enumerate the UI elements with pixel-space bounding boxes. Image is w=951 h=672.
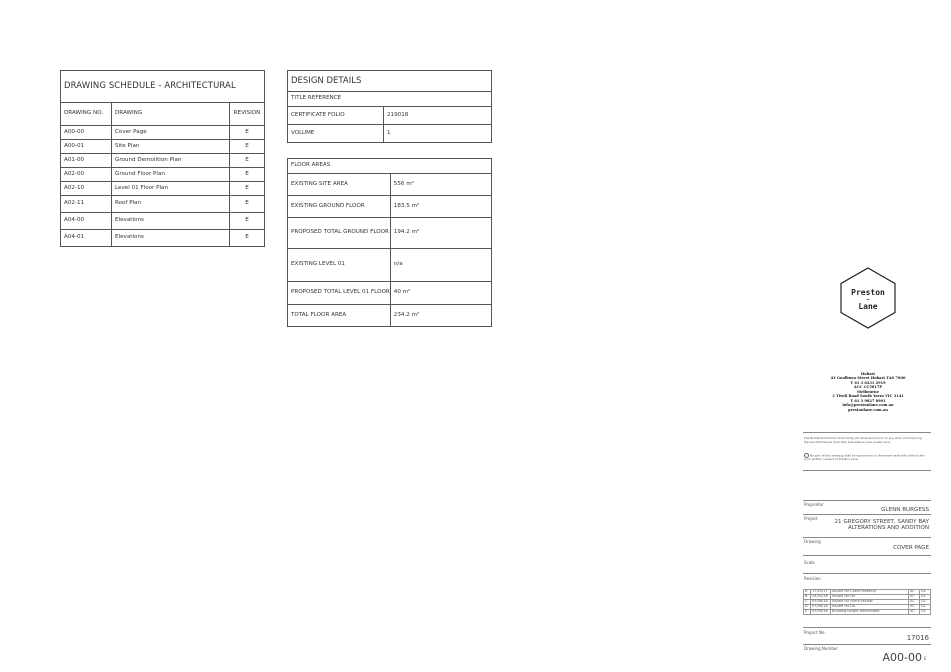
rev-checked: GL xyxy=(920,590,931,595)
drawing-number-label: Drawing Number xyxy=(804,646,838,651)
rev-date: 05/06/18 xyxy=(811,600,831,605)
area-number: n/a xyxy=(393,261,403,268)
rev-by: SC xyxy=(909,595,920,600)
contact-line: ACC CC5817P xyxy=(853,385,883,390)
drawing-revision: E xyxy=(230,154,265,168)
divider xyxy=(803,470,931,471)
rev-letter: A xyxy=(804,590,811,595)
area-value xyxy=(390,174,491,196)
contact-line: 3 Tivoli Road South Yarra VIC 3141 xyxy=(832,394,904,399)
drawing-name: Elevations xyxy=(112,213,230,230)
divider xyxy=(803,537,931,538)
drawing-revision: E xyxy=(230,230,265,247)
contact-line: info@prestonlane.com.au xyxy=(842,403,894,408)
logo-line-2: — xyxy=(866,296,870,303)
rev-description: Issued for client review xyxy=(831,600,909,605)
rev-letter: B xyxy=(804,595,811,600)
area-value xyxy=(390,282,491,305)
divider xyxy=(803,514,931,515)
rev-description: Building height ammended xyxy=(831,610,909,615)
drawing-revision: E xyxy=(230,126,265,140)
area-label: EXISTING GROUND FLOOR xyxy=(288,196,391,218)
project-label: Project xyxy=(804,516,818,521)
area-number: 556 xyxy=(393,180,405,187)
rev-by: SC xyxy=(909,600,920,605)
rev-date: 03/09/18 xyxy=(811,610,831,615)
area-unit: m² xyxy=(406,180,414,187)
area-value xyxy=(390,218,491,249)
drawing-value: COVER PAGE xyxy=(893,545,929,551)
table-row xyxy=(61,213,265,230)
drawing-revision: E xyxy=(230,213,265,230)
proprietor-value: GLENN BURGESS xyxy=(881,507,929,513)
rev-letter: E xyxy=(804,610,811,615)
drawing-name: Level 01 Floor Plan xyxy=(112,182,230,196)
table-row xyxy=(288,218,492,249)
drawing-no: A00-01 xyxy=(61,140,112,154)
copyright-text: No part of this drawing shall be reproduced or otherwise dealt with without the prior written consent of Preston Lane. xyxy=(804,453,925,462)
area-value xyxy=(390,249,491,282)
table-row xyxy=(288,107,492,125)
area-number: 234.2 xyxy=(393,311,410,318)
scale-label: Scale xyxy=(804,560,815,565)
divider xyxy=(803,555,931,556)
header-revision: REVISION xyxy=(230,103,265,126)
drawing-name: Cover Page xyxy=(112,126,230,140)
table-row xyxy=(61,230,265,247)
rev-checked: GL xyxy=(920,610,931,615)
area-label: TOTAL FLOOR AREA xyxy=(288,305,391,327)
detail-label: VOLUME xyxy=(288,125,384,143)
contact-line: Hobart xyxy=(860,372,876,376)
area-number: 183.5 xyxy=(393,202,410,209)
table-row xyxy=(288,125,492,143)
drawing-label: Drawing xyxy=(804,539,821,544)
copyright-note xyxy=(804,453,931,462)
divider xyxy=(803,500,931,501)
revision-label: Revision xyxy=(804,576,821,581)
rev-description: Issued for DA xyxy=(831,595,909,600)
table-row xyxy=(288,196,492,218)
drawing-number-value: A00-00 xyxy=(882,651,922,664)
detail-value: 219018 xyxy=(384,107,492,125)
table-row xyxy=(804,610,931,615)
logo-text xyxy=(837,289,899,312)
drawing-revision: E xyxy=(230,168,265,182)
rev-checked: GL xyxy=(920,605,931,610)
drawing-name: Elevations xyxy=(112,230,230,247)
table-row xyxy=(61,168,265,182)
rev-date: 07/06/18 xyxy=(811,605,831,610)
drawing-no: A01-00 xyxy=(61,154,112,168)
proprietor-label: Proprietor xyxy=(804,502,824,507)
detail-value: 1 xyxy=(384,125,492,143)
disclaimer-note: The Builder/Contractor shall verify job dimensions prior to any work commencing. Figured dimensions shall take precedence over scaled work. xyxy=(804,436,923,444)
project-no-label: Project No. xyxy=(804,630,826,635)
table-row xyxy=(61,154,265,168)
divider xyxy=(803,432,931,433)
area-unit: m² xyxy=(411,311,420,318)
drawing-no: A02-11 xyxy=(61,196,112,213)
area-label: EXISTING LEVEL 01 xyxy=(288,249,391,282)
area-value xyxy=(390,196,491,218)
drawing-number-revision: E xyxy=(924,656,927,661)
rev-by: SC xyxy=(909,610,920,615)
drawing-no: A02-00 xyxy=(61,168,112,182)
rev-by: SC xyxy=(909,605,920,610)
project-no-value: 17016 xyxy=(906,634,929,642)
drawing-revision: E xyxy=(230,196,265,213)
table-row xyxy=(288,249,492,282)
detail-label: CERTIFICATE FOLIO xyxy=(288,107,384,125)
rev-description: Issued for Client Meeting xyxy=(831,590,909,595)
table-row xyxy=(288,282,492,305)
project-address: 21 GREGORY STREET, SANDY BAY xyxy=(834,519,929,525)
contact-line: T 61 3 9827 8901 xyxy=(850,398,886,403)
rev-date: 24/02/18 xyxy=(811,595,831,600)
contact-line: Melbourne xyxy=(857,389,879,394)
header-drawing: DRAWING xyxy=(112,103,230,126)
table-row xyxy=(288,305,492,327)
rev-checked: GL xyxy=(920,595,931,600)
area-unit: m² xyxy=(411,202,420,209)
drawing-name: Ground Demolition Plan xyxy=(112,154,230,168)
area-unit: m² xyxy=(411,229,420,236)
area-label: PROPOSED TOTAL GROUND FLOOR xyxy=(288,218,391,249)
rev-by: SC xyxy=(909,590,920,595)
area-label: PROPOSED TOTAL LEVEL 01 FLOOR xyxy=(288,282,391,305)
contact-line: 43 Goulburn Street Hobart TAS 7000 xyxy=(830,376,906,381)
title-reference-heading: TITLE REFERENCE xyxy=(288,92,492,107)
table-row xyxy=(61,182,265,196)
area-number: 40 xyxy=(393,289,401,296)
design-details-title: DESIGN DETAILS xyxy=(288,71,492,92)
divider xyxy=(803,644,931,645)
divider xyxy=(803,627,931,628)
contact-line: T 61 3 6231 2919 xyxy=(850,380,886,385)
drawing-no: A04-00 xyxy=(61,213,112,230)
table-row xyxy=(288,174,492,196)
rev-description: Issued for DA xyxy=(831,605,909,610)
area-label: EXISTING SITE AREA xyxy=(288,174,391,196)
area-value xyxy=(390,305,491,327)
project-value xyxy=(834,519,929,532)
drawing-revision: E xyxy=(230,182,265,196)
project-description: ALTERATIONS AND ADDITION xyxy=(848,525,929,532)
rev-letter: D xyxy=(804,605,811,610)
logo-line-1: Preston xyxy=(851,288,885,297)
divider xyxy=(803,573,931,574)
drawing-no: A04-01 xyxy=(61,230,112,247)
rev-date: 17/10/17 xyxy=(811,590,831,595)
drawing-revision: E xyxy=(230,140,265,154)
logo-line-3: Lane xyxy=(858,301,878,311)
table-row xyxy=(61,140,265,154)
revision-table xyxy=(803,589,931,615)
header-drawing-no: DRAWING NO. xyxy=(61,103,112,126)
drawing-schedule-table xyxy=(60,70,265,247)
drawing-name: Roof Plan xyxy=(112,196,230,213)
area-number: 194.2 xyxy=(393,229,410,236)
drawing-schedule-title: DRAWING SCHEDULE - ARCHITECTURAL xyxy=(61,71,265,103)
drawing-no: A02-10 xyxy=(61,182,112,196)
rev-letter: C xyxy=(804,600,811,605)
drawing-name: Site Plan xyxy=(112,140,230,154)
floor-areas-heading: FLOOR AREAS xyxy=(288,159,492,174)
design-details-table xyxy=(287,70,492,143)
contact-line: prestonlane.com.au xyxy=(848,407,888,412)
area-unit: m² xyxy=(402,289,411,296)
table-row xyxy=(61,126,265,140)
contact-details xyxy=(805,372,931,412)
drawing-name: Ground Floor Plan xyxy=(112,168,230,182)
drawing-no: A00-00 xyxy=(61,126,112,140)
rev-checked: GL xyxy=(920,600,931,605)
floor-areas-table xyxy=(287,158,492,327)
table-row xyxy=(61,196,265,213)
